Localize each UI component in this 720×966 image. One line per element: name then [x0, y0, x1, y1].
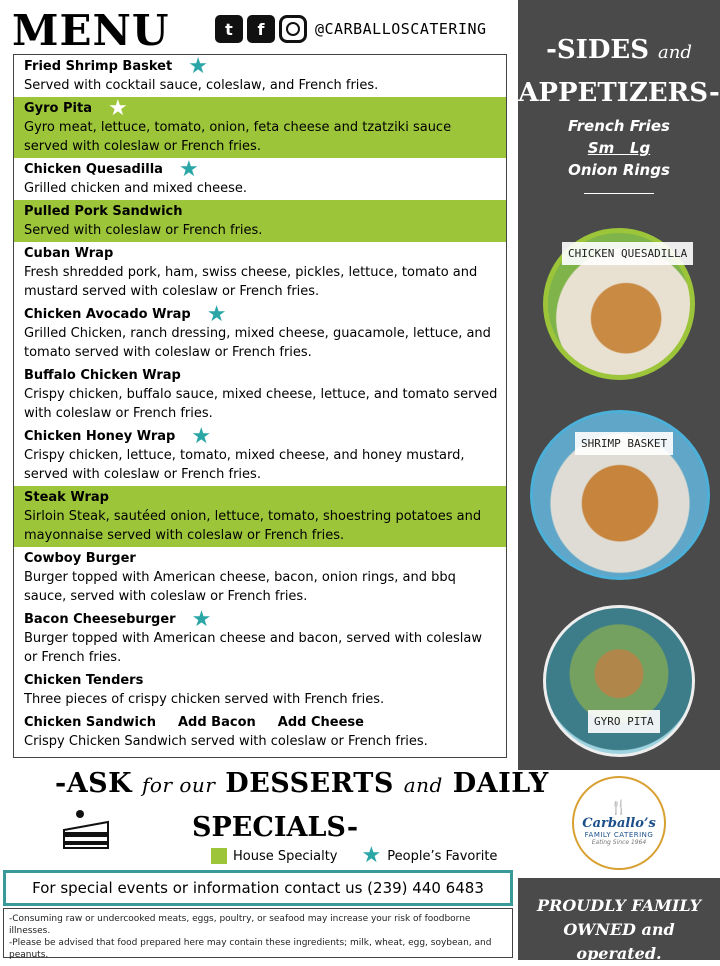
favorite-star-icon: ★ [206, 301, 227, 327]
menu-item-desc: Gyro meat, lettuce, tomato, onion, feta cheese and tzatziki sauce served with coleslaw or French fries. [24, 120, 452, 154]
legend-specialty: House Specialty [233, 848, 338, 864]
menu-item-name: Chicken Sandwich [24, 715, 156, 730]
legend [211, 843, 498, 868]
menu-item [14, 669, 506, 711]
menu-item-desc: Crispy chicken, lettuce, tomato, mixed cheese, and honey mustard, served with coleslaw or French fries. [24, 448, 465, 482]
menu-item-desc: Three pieces of crispy chicken served with French fries. [24, 692, 385, 707]
divider [584, 193, 654, 194]
legend-favorite: People’s Favorite [387, 848, 498, 864]
menu-item-desc: Sirloin Steak, sautéed onion, lettuce, tomato, shoestring potatoes and mayonnaise served with coleslaw or French fries. [24, 509, 482, 543]
shrimp-label: SHRIMP BASKET [575, 432, 673, 455]
menu-item [14, 425, 506, 486]
menu-item [14, 200, 506, 242]
menu-list [13, 54, 507, 758]
menu-item-name [24, 757, 124, 758]
menu-item-desc: Fresh shredded pork, ham, swiss cheese, pickles, lettuce, tomato and mustard served with coleslaw or French fries. [24, 265, 478, 299]
menu-item-addon: Add Cheese [277, 715, 364, 730]
menu-item [14, 364, 506, 425]
menu-item-desc: Crispy Chicken Sandwich served with coleslaw or French fries. [24, 734, 428, 749]
menu-item [14, 97, 506, 158]
utensils-icon: 🍴 [610, 800, 628, 816]
menu-item-name: Chicken Tenders [24, 673, 144, 688]
menu-item-name: Gyro Pita [24, 101, 92, 116]
menu-item-name: Chicken Quesadilla [24, 162, 163, 177]
menu-item-addon: Add Bacon [177, 715, 256, 730]
menu-item-name: Bacon Cheeseburger [24, 612, 176, 627]
favorite-star-icon: ★ [191, 606, 212, 632]
side-sizes: Sm Lg [587, 139, 651, 157]
menu-item [14, 303, 506, 364]
favorite-star-icon: ★ [188, 54, 208, 79]
gyro-photo [543, 605, 695, 757]
specialty-swatch [211, 848, 227, 864]
sides-list [518, 115, 720, 194]
menu-item [14, 753, 506, 758]
quesadilla-label: CHICKEN QUESADILLA [562, 242, 693, 265]
side-french-fries: French Fries [568, 117, 670, 135]
menu-item-name: Buffalo Chicken Wrap [24, 368, 181, 383]
side-onion-rings: Onion Rings [568, 161, 670, 179]
menu-item [14, 711, 506, 753]
ask-desserts-heading: -ASK for our DESSERTS and DAILY [55, 768, 549, 799]
cake-icon [60, 808, 112, 852]
favorite-star-icon: ★ [191, 423, 212, 449]
menu-item [14, 242, 506, 303]
menu-item [14, 55, 506, 97]
contact-banner: For special events or information contact us (239) 440 6483 [3, 870, 513, 906]
carballos-logo: 🍴 Carballo’s FAMILY CATERING Eating Since 1964 [572, 776, 666, 870]
menu-item-name: Fried Shrimp Basket [24, 59, 173, 74]
menu-item-desc: Burger topped with American cheese, bacon, onion rings, and bbq sauce, served with coleslaw or French fries. [24, 570, 456, 604]
social-bar [215, 15, 487, 43]
menu-item [14, 608, 506, 669]
menu-item-desc: Served with cocktail sauce, coleslaw, and French fries. [24, 78, 379, 93]
instagram-icon[interactable] [279, 15, 307, 43]
disclaimer: -Consuming raw or undercooked meats, eggs, poultry, or seafood may increase your risk of foodborne illnesses. -Please be advised that food prepared here may contain these ingredients; milk, wheat, egg, soybean, and peanuts. [3, 908, 513, 958]
facebook-icon[interactable]: f [247, 15, 275, 43]
menu-title: MENU [12, 6, 170, 55]
menu-item-name: Steak Wrap [24, 490, 109, 505]
specials-heading: SPECIALS- [192, 812, 359, 843]
social-handle: @CARBALLOSCATERING [315, 20, 487, 38]
menu-item-desc: Served with coleslaw or French fries. [24, 223, 263, 238]
favorite-star-icon: ★ [107, 95, 128, 121]
menu-item-desc: Crispy chicken, buffalo sauce, mixed cheese, lettuce, and tomato served with coleslaw or French fries. [24, 387, 498, 421]
favorite-star-icon: ★ [178, 156, 199, 182]
menu-item-desc: Grilled chicken and mixed cheese. [24, 181, 248, 196]
twitter-icon[interactable]: t [215, 15, 243, 43]
menu-item [14, 547, 506, 608]
sides-title: -SIDES and APPETIZERS- [518, 35, 720, 108]
menu-item [14, 158, 506, 200]
menu-item-name: Chicken Avocado Wrap [24, 307, 191, 322]
menu-item-desc: Burger topped with American cheese and bacon, served with coleslaw or French fries. [24, 631, 482, 665]
menu-item-name: Cuban Wrap [24, 246, 114, 261]
menu-item-name: Chicken Honey Wrap [24, 429, 176, 444]
menu-item [14, 486, 506, 547]
menu-item-desc: Grilled Chicken, ranch dressing, mixed cheese, guacamole, lettuce, and tomato served with coleslaw or French fries. [24, 326, 491, 360]
menu-item-name: Cowboy Burger [24, 551, 136, 566]
star-icon: ★ [361, 843, 382, 868]
gyro-label: GYRO PITA [588, 710, 660, 733]
menu-item-name: Pulled Pork Sandwich [24, 204, 183, 219]
proud-family-banner: PROUDLY FAMILY OWNED and operated. [518, 878, 720, 960]
